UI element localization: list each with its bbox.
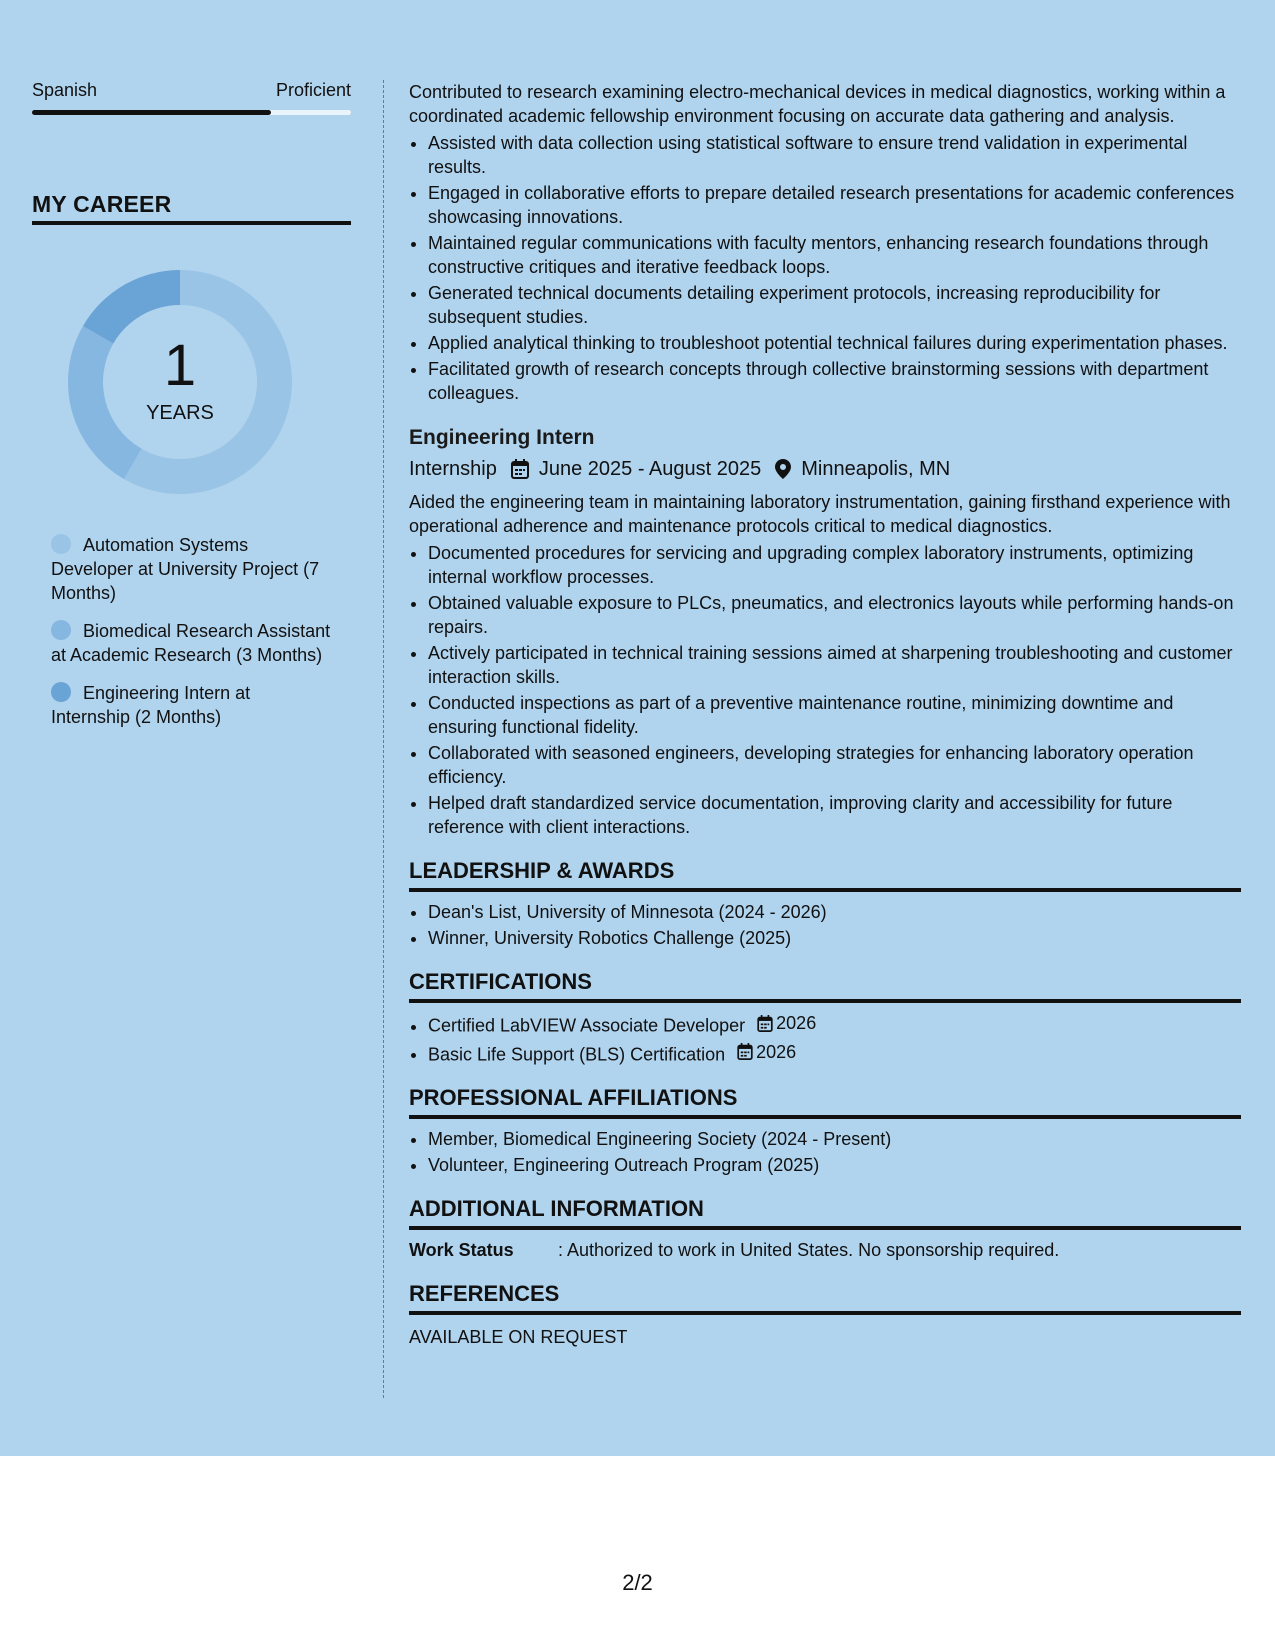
calendar-icon [737, 1043, 753, 1060]
list-item: • Obtained valuable exposure to PLCs, pneumatics, and electronics layouts while performing hands-on repairs. [428, 591, 1241, 639]
list-item: • Volunteer, Engineering Outreach Program (2025) [428, 1153, 1241, 1177]
career-legend [51, 533, 331, 729]
job-meta [409, 456, 1241, 482]
list-item [428, 1011, 1241, 1038]
list-item: • Facilitated growth of research concepts through collective brainstorming sessions with department colleagues. [428, 357, 1241, 405]
cert-year [757, 1011, 816, 1035]
references-heading: REFERENCES [409, 1280, 1241, 1315]
job-location: Minneapolis, MN [801, 458, 951, 480]
references-text: AVAILABLE ON REQUEST [409, 1327, 628, 1347]
list-item: • Conducted inspections as part of a preventive maintenance routine, minimizing downtime and ensuring functional fidelity. [428, 691, 1241, 739]
work-status-row [409, 1238, 1241, 1262]
list-item: • Engaged in collaborative efforts to prepare detailed research presentations for academic conferences showcasing innovations. [428, 181, 1241, 229]
language-proficiency-fill [32, 110, 271, 115]
legend-dot-icon [51, 620, 71, 640]
list-item: • Helped draft standardized service documentation, improving clarity and accessibility for future reference with client interactions. [428, 791, 1241, 839]
job-title: Engineering Intern [409, 426, 595, 449]
leadership-list [409, 900, 1241, 950]
work-status-value: : Authorized to work in United States. No sponsorship required. [558, 1240, 1060, 1260]
affiliations-heading: PROFESSIONAL AFFILIATIONS [409, 1084, 1241, 1119]
list-item: • Applied analytical thinking to troubleshoot potential technical failures during experimentation phases. [428, 331, 1241, 355]
legend-label: Automation Systems Developer at University Project (7 Months) [51, 535, 320, 603]
location-pin-icon [775, 459, 791, 479]
intern-job-bullets [409, 541, 1241, 839]
legend-item [51, 533, 331, 605]
language-row [32, 80, 351, 101]
language-name: Spanish [32, 80, 98, 100]
calendar-icon [757, 1015, 773, 1032]
career-total-number: 1 [163, 333, 197, 398]
career-total-unit: YEARS [146, 402, 214, 424]
legend-label: Biomedical Research Assistant at Academic Research (3 Months) [51, 621, 331, 665]
list-item [428, 1040, 1241, 1067]
affiliations-list [409, 1127, 1241, 1177]
column-divider [383, 80, 384, 1398]
list-item: • Dean's List, University of Minnesota (2024 - 2026) [428, 900, 1241, 924]
donut-center [65, 267, 295, 497]
legend-label: Engineering Intern at Internship (2 Months) [51, 683, 251, 727]
career-donut-chart [65, 267, 295, 497]
legend-dot-icon [51, 682, 71, 702]
additional-info-heading: ADDITIONAL INFORMATION [409, 1195, 1241, 1230]
certifications-heading: CERTIFICATIONS [409, 968, 1241, 1003]
intern-job-summary: Aided the engineering team in maintaining laboratory instrumentation, gaining firsthand experience with operational adherence and maintenance protocols critical to medical diagnostics. [409, 492, 1231, 536]
page-number: 2/2 [622, 1570, 653, 1595]
list-item: • Actively participated in technical training sessions aimed at sharpening troubleshooting and customer interaction skills. [428, 641, 1241, 689]
cert-name: Basic Life Support (BLS) Certification [428, 1044, 726, 1064]
list-item: • Member, Biomedical Engineering Society (2024 - Present) [428, 1127, 1241, 1151]
cert-name: Certified LabVIEW Associate Developer [428, 1015, 746, 1036]
cert-year-text: 2026 [776, 1013, 817, 1033]
job-company: Internship [409, 458, 497, 480]
list-item: • Assisted with data collection using statistical software to ensure trend validation in experimental results. [428, 131, 1241, 179]
sidebar [32, 80, 351, 743]
main-column [409, 80, 1241, 1349]
cert-year-text: 2026 [756, 1041, 797, 1062]
language-proficiency-bar [32, 110, 351, 115]
list-item: • Generated technical documents detailing experiment protocols, increasing reproducibility for subsequent studies. [428, 281, 1241, 329]
cert-year [737, 1040, 796, 1064]
list-item: • Documented procedures for servicing and upgrading complex laboratory instruments, optimizing internal workflow processes. [428, 541, 1241, 589]
list-item: • Winner, University Robotics Challenge (2025) [428, 926, 1241, 950]
prev-job-summary: Contributed to research examining electro-mechanical devices in medical diagnostics, working within a coordinated academic fellowship environment focusing on accurate data gathering and analysis. [409, 82, 1226, 126]
list-item: • Collaborated with seasoned engineers, developing strategies for enhancing laboratory operation efficiency. [428, 741, 1241, 789]
legend-dot-icon [51, 534, 71, 554]
leadership-heading: LEADERSHIP & AWARDS [409, 857, 1241, 892]
language-level: Proficient [275, 80, 351, 100]
work-status-label: Work Status [409, 1240, 514, 1260]
certifications-list [409, 1011, 1241, 1066]
list-item: • Maintained regular communications with faculty mentors, enhancing research foundations through constructive critiques and iterative feedback loops. [428, 231, 1241, 279]
legend-item [51, 681, 331, 729]
career-heading: MY CAREER [32, 191, 351, 225]
job-dates: June 2025 - August 2025 [538, 458, 762, 480]
legend-item [51, 619, 331, 667]
prev-job-bullets [409, 131, 1241, 405]
calendar-icon [511, 459, 529, 479]
